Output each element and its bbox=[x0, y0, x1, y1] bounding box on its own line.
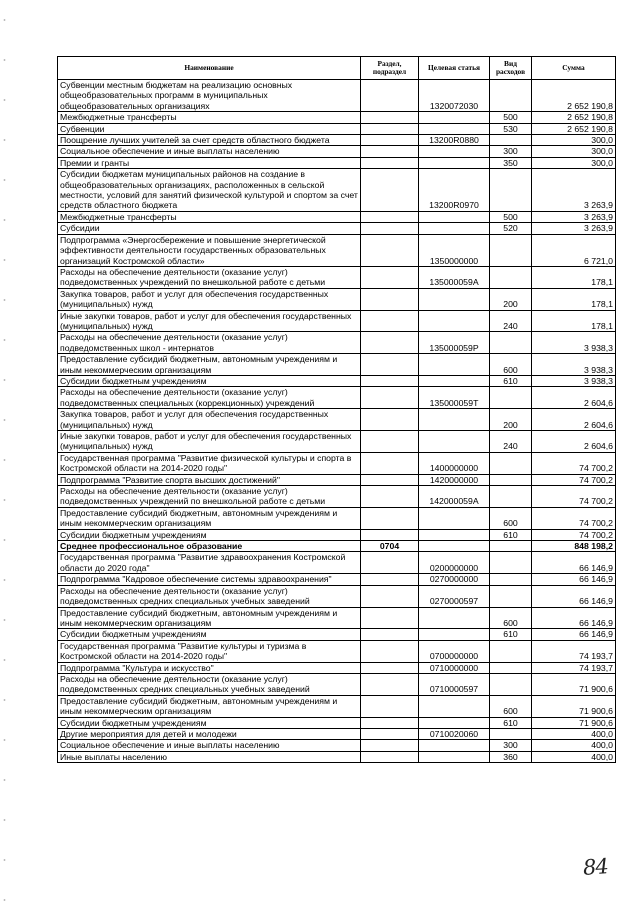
row-section-cell bbox=[361, 486, 419, 508]
row-sum-cell: 178,1 bbox=[532, 288, 616, 310]
row-kind-cell bbox=[490, 640, 532, 662]
row-section-cell bbox=[361, 112, 419, 123]
row-name-cell: Субвенции bbox=[58, 123, 361, 134]
row-article-cell bbox=[419, 541, 490, 552]
budget-table bbox=[57, 56, 616, 763]
row-name-cell: Иные закупки товаров, работ и услуг для обеспечения государственных (муниципальных) нужд bbox=[58, 431, 361, 453]
row-article-cell bbox=[419, 507, 490, 529]
row-sum-cell: 66 146,9 bbox=[532, 629, 616, 640]
row-sum-cell: 2 604,6 bbox=[532, 431, 616, 453]
table-row bbox=[58, 673, 616, 695]
row-kind-cell bbox=[490, 662, 532, 673]
row-sum-cell: 2 604,6 bbox=[532, 409, 616, 431]
row-section-cell bbox=[361, 409, 419, 431]
row-kind-cell: 300 bbox=[490, 740, 532, 751]
table-row bbox=[58, 607, 616, 629]
row-name-cell: Расходы на обеспечение деятельности (оказание услуг) подведомственных учреждений по внешкольной работе с детьми bbox=[58, 486, 361, 508]
row-article-cell: 0710000000 bbox=[419, 662, 490, 673]
row-sum-cell: 2 652 190,8 bbox=[532, 123, 616, 134]
row-sum-cell: 300,0 bbox=[532, 135, 616, 146]
row-kind-cell: 350 bbox=[490, 157, 532, 168]
binding-dots bbox=[3, 0, 6, 905]
row-sum-cell: 74 700,2 bbox=[532, 507, 616, 529]
row-section-cell bbox=[361, 629, 419, 640]
row-article-cell bbox=[419, 157, 490, 168]
row-section-cell bbox=[361, 157, 419, 168]
row-name-cell: Расходы на обеспечение деятельности (оказание услуг) подведомственных средних специальных учебных заведений bbox=[58, 585, 361, 607]
row-section-cell bbox=[361, 695, 419, 717]
table-row bbox=[58, 135, 616, 146]
row-section-cell bbox=[361, 223, 419, 234]
row-section-cell bbox=[361, 717, 419, 728]
row-kind-cell bbox=[490, 169, 532, 212]
row-name-cell: Предоставление субсидий бюджетным, автономным учреждениям и иным некоммерческим организациям bbox=[58, 507, 361, 529]
row-section-cell bbox=[361, 728, 419, 739]
row-article-cell bbox=[419, 431, 490, 453]
row-section-cell bbox=[361, 234, 419, 266]
row-kind-cell: 360 bbox=[490, 751, 532, 762]
row-sum-cell: 300,0 bbox=[532, 146, 616, 157]
row-section-cell bbox=[361, 375, 419, 386]
row-name-cell: Среднее профессиональное образование bbox=[58, 541, 361, 552]
row-section-cell bbox=[361, 135, 419, 146]
row-name-cell: Субсидии бюджетным учреждениям bbox=[58, 529, 361, 540]
row-article-cell bbox=[419, 310, 490, 332]
row-section-cell bbox=[361, 80, 419, 112]
row-kind-cell bbox=[490, 234, 532, 266]
row-article-cell: 135000059Т bbox=[419, 387, 490, 409]
table-row bbox=[58, 474, 616, 485]
row-section-cell bbox=[361, 266, 419, 288]
table-row bbox=[58, 552, 616, 574]
row-kind-cell: 520 bbox=[490, 223, 532, 234]
table-row bbox=[58, 629, 616, 640]
row-kind-cell bbox=[490, 387, 532, 409]
table-row bbox=[58, 662, 616, 673]
row-section-cell bbox=[361, 640, 419, 662]
header-sum: Сумма bbox=[532, 57, 616, 80]
table-row bbox=[58, 223, 616, 234]
row-article-cell: 1420000000 bbox=[419, 474, 490, 485]
row-article-cell bbox=[419, 288, 490, 310]
table-row bbox=[58, 728, 616, 739]
row-sum-cell: 74 193,7 bbox=[532, 640, 616, 662]
row-section-cell bbox=[361, 507, 419, 529]
row-article-cell: 0710020060 bbox=[419, 728, 490, 739]
row-sum-cell: 178,1 bbox=[532, 266, 616, 288]
row-kind-cell bbox=[490, 332, 532, 354]
row-name-cell: Субсидии бюджетным учреждениям bbox=[58, 629, 361, 640]
row-section-cell bbox=[361, 211, 419, 222]
row-sum-cell: 6 721,0 bbox=[532, 234, 616, 266]
row-sum-cell: 3 263,9 bbox=[532, 223, 616, 234]
row-section-cell bbox=[361, 585, 419, 607]
row-name-cell: Расходы на обеспечение деятельности (оказание услуг) подведомственных специальных (коррекционных) учреждений bbox=[58, 387, 361, 409]
row-kind-cell bbox=[490, 673, 532, 695]
row-sum-cell: 178,1 bbox=[532, 310, 616, 332]
table-row bbox=[58, 354, 616, 376]
row-name-cell: Другие мероприятия для детей и молодежи bbox=[58, 728, 361, 739]
row-section-cell bbox=[361, 474, 419, 485]
row-name-cell: Подпрограмма "Культура и искусство" bbox=[58, 662, 361, 673]
row-name-cell: Межбюджетные трансферты bbox=[58, 112, 361, 123]
row-kind-cell bbox=[490, 728, 532, 739]
row-sum-cell: 71 900,6 bbox=[532, 695, 616, 717]
header-article: Целевая статья bbox=[419, 57, 490, 80]
row-kind-cell: 500 bbox=[490, 211, 532, 222]
row-section-cell bbox=[361, 552, 419, 574]
row-name-cell: Государственная программа "Развитие физической культуры и спорта в Костромской области на 2014-2020 годы" bbox=[58, 452, 361, 474]
table-row bbox=[58, 529, 616, 540]
row-kind-cell bbox=[490, 585, 532, 607]
row-section-cell: 0704 bbox=[361, 541, 419, 552]
row-sum-cell: 74 700,2 bbox=[532, 452, 616, 474]
row-section-cell bbox=[361, 288, 419, 310]
row-article-cell bbox=[419, 409, 490, 431]
header-kind: Вид расходов bbox=[490, 57, 532, 80]
row-sum-cell: 74 193,7 bbox=[532, 662, 616, 673]
row-article-cell bbox=[419, 211, 490, 222]
row-article-cell bbox=[419, 695, 490, 717]
table-row bbox=[58, 574, 616, 585]
row-name-cell: Субсидии bbox=[58, 223, 361, 234]
row-section-cell bbox=[361, 169, 419, 212]
table-row bbox=[58, 751, 616, 762]
row-article-cell: 0270000597 bbox=[419, 585, 490, 607]
row-sum-cell: 400,0 bbox=[532, 728, 616, 739]
table-row bbox=[58, 507, 616, 529]
row-name-cell: Закупка товаров, работ и услуг для обеспечения государственных (муниципальных) нужд bbox=[58, 409, 361, 431]
row-article-cell: 135000059А bbox=[419, 266, 490, 288]
row-kind-cell: 600 bbox=[490, 507, 532, 529]
row-kind-cell bbox=[490, 552, 532, 574]
row-kind-cell: 200 bbox=[490, 409, 532, 431]
row-kind-cell bbox=[490, 541, 532, 552]
row-sum-cell: 74 700,2 bbox=[532, 474, 616, 485]
table-row bbox=[58, 740, 616, 751]
row-name-cell: Субсидии бюджетам муниципальных районов на создание в общеобразовательных организациях, расположенных в сельской местности, условий для занятий физической культурой и спортом за счет средств областного бюджета bbox=[58, 169, 361, 212]
table-row bbox=[58, 695, 616, 717]
row-sum-cell: 3 263,9 bbox=[532, 211, 616, 222]
row-sum-cell: 400,0 bbox=[532, 740, 616, 751]
row-kind-cell bbox=[490, 486, 532, 508]
table-row bbox=[58, 387, 616, 409]
table-row bbox=[58, 486, 616, 508]
row-article-cell bbox=[419, 223, 490, 234]
row-sum-cell: 71 900,6 bbox=[532, 717, 616, 728]
row-sum-cell: 66 146,9 bbox=[532, 574, 616, 585]
row-name-cell: Подпрограмма "Развитие спорта высших достижений" bbox=[58, 474, 361, 485]
row-article-cell bbox=[419, 146, 490, 157]
row-article-cell: 0200000000 bbox=[419, 552, 490, 574]
row-sum-cell: 71 900,6 bbox=[532, 673, 616, 695]
row-kind-cell: 600 bbox=[490, 695, 532, 717]
row-kind-cell: 500 bbox=[490, 112, 532, 123]
table-body bbox=[58, 80, 616, 763]
row-name-cell: Предоставление субсидий бюджетным, автономным учреждениям и иным некоммерческим организациям bbox=[58, 607, 361, 629]
row-kind-cell: 530 bbox=[490, 123, 532, 134]
row-kind-cell: 610 bbox=[490, 629, 532, 640]
row-name-cell: Межбюджетные трансферты bbox=[58, 211, 361, 222]
row-article-cell bbox=[419, 740, 490, 751]
row-article-cell: 13200R0970 bbox=[419, 169, 490, 212]
table-row bbox=[58, 409, 616, 431]
row-article-cell: 0700000000 bbox=[419, 640, 490, 662]
row-section-cell bbox=[361, 452, 419, 474]
row-article-cell bbox=[419, 629, 490, 640]
row-kind-cell bbox=[490, 80, 532, 112]
row-section-cell bbox=[361, 673, 419, 695]
row-article-cell bbox=[419, 529, 490, 540]
table-row bbox=[58, 169, 616, 212]
table-row bbox=[58, 112, 616, 123]
table-row bbox=[58, 541, 616, 552]
row-article-cell bbox=[419, 375, 490, 386]
row-kind-cell: 240 bbox=[490, 310, 532, 332]
table-row bbox=[58, 288, 616, 310]
row-kind-cell: 610 bbox=[490, 529, 532, 540]
table-row bbox=[58, 375, 616, 386]
row-article-cell bbox=[419, 354, 490, 376]
row-section-cell bbox=[361, 146, 419, 157]
row-article-cell: 1350000000 bbox=[419, 234, 490, 266]
row-name-cell: Поощрение лучших учителей за счет средств областного бюджета bbox=[58, 135, 361, 146]
row-name-cell: Социальное обеспечение и иные выплаты населению bbox=[58, 740, 361, 751]
row-sum-cell: 66 146,9 bbox=[532, 552, 616, 574]
row-sum-cell: 74 700,2 bbox=[532, 486, 616, 508]
row-name-cell: Государственная программа "Развитие культуры и туризма в Костромской области на 2014-2020 годы" bbox=[58, 640, 361, 662]
row-section-cell bbox=[361, 310, 419, 332]
row-article-cell bbox=[419, 607, 490, 629]
table-header-row bbox=[58, 57, 616, 80]
row-name-cell: Подпрограмма «Энергосбережение и повышение энергетической эффективности деятельности государственных образовательных организаций Костромской области» bbox=[58, 234, 361, 266]
header-section: Раздел, подраздел bbox=[361, 57, 419, 80]
row-article-cell: 13200R0880 bbox=[419, 135, 490, 146]
row-sum-cell: 848 198,2 bbox=[532, 541, 616, 552]
row-section-cell bbox=[361, 123, 419, 134]
row-kind-cell: 300 bbox=[490, 146, 532, 157]
row-sum-cell: 400,0 bbox=[532, 751, 616, 762]
row-name-cell: Субсидии бюджетным учреждениям bbox=[58, 375, 361, 386]
row-section-cell bbox=[361, 431, 419, 453]
row-name-cell: Расходы на обеспечение деятельности (оказание услуг) подведомственных школ - интернатов bbox=[58, 332, 361, 354]
row-sum-cell: 2 652 190,8 bbox=[532, 80, 616, 112]
row-article-cell: 1320072030 bbox=[419, 80, 490, 112]
row-kind-cell: 240 bbox=[490, 431, 532, 453]
row-section-cell bbox=[361, 332, 419, 354]
row-article-cell bbox=[419, 717, 490, 728]
table-row bbox=[58, 80, 616, 112]
row-name-cell: Социальное обеспечение и иные выплаты населению bbox=[58, 146, 361, 157]
row-article-cell: 142000059А bbox=[419, 486, 490, 508]
table-row bbox=[58, 234, 616, 266]
table-row bbox=[58, 146, 616, 157]
row-name-cell: Расходы на обеспечение деятельности (оказание услуг) подведомственных учреждений по внешкольной работе с детьми bbox=[58, 266, 361, 288]
row-kind-cell: 200 bbox=[490, 288, 532, 310]
table-row bbox=[58, 266, 616, 288]
row-section-cell bbox=[361, 387, 419, 409]
row-kind-cell bbox=[490, 135, 532, 146]
row-name-cell: Иные выплаты населению bbox=[58, 751, 361, 762]
table-row bbox=[58, 123, 616, 134]
row-kind-cell: 600 bbox=[490, 354, 532, 376]
row-kind-cell: 610 bbox=[490, 375, 532, 386]
row-name-cell: Подпрограмма "Кадровое обеспечение системы здравоохранения" bbox=[58, 574, 361, 585]
row-article-cell: 135000059Р bbox=[419, 332, 490, 354]
row-kind-cell: 610 bbox=[490, 717, 532, 728]
row-sum-cell: 74 700,2 bbox=[532, 529, 616, 540]
row-section-cell bbox=[361, 751, 419, 762]
table-row bbox=[58, 310, 616, 332]
row-sum-cell: 3 938,3 bbox=[532, 375, 616, 386]
row-kind-cell bbox=[490, 474, 532, 485]
row-kind-cell: 600 bbox=[490, 607, 532, 629]
row-article-cell: 0710000597 bbox=[419, 673, 490, 695]
table-row bbox=[58, 452, 616, 474]
row-article-cell: 0270000000 bbox=[419, 574, 490, 585]
row-sum-cell: 3 938,3 bbox=[532, 332, 616, 354]
row-name-cell: Иные закупки товаров, работ и услуг для обеспечения государственных (муниципальных) нужд bbox=[58, 310, 361, 332]
table-row bbox=[58, 640, 616, 662]
row-section-cell bbox=[361, 354, 419, 376]
row-article-cell: 1400000000 bbox=[419, 452, 490, 474]
table-row bbox=[58, 585, 616, 607]
row-sum-cell: 66 146,9 bbox=[532, 585, 616, 607]
row-section-cell bbox=[361, 574, 419, 585]
row-name-cell: Субвенции местным бюджетам на реализацию основных общеобразовательных программ в муниципальных общеобразовательных организациях bbox=[58, 80, 361, 112]
row-section-cell bbox=[361, 529, 419, 540]
row-article-cell bbox=[419, 112, 490, 123]
row-name-cell: Субсидии бюджетным учреждениям bbox=[58, 717, 361, 728]
row-kind-cell bbox=[490, 574, 532, 585]
row-section-cell bbox=[361, 740, 419, 751]
table-row bbox=[58, 332, 616, 354]
row-sum-cell: 3 263,9 bbox=[532, 169, 616, 212]
row-sum-cell: 300,0 bbox=[532, 157, 616, 168]
row-name-cell: Расходы на обеспечение деятельности (оказание услуг) подведомственных средних специальных учебных заведений bbox=[58, 673, 361, 695]
row-sum-cell: 2 652 190,8 bbox=[532, 112, 616, 123]
row-sum-cell: 2 604,6 bbox=[532, 387, 616, 409]
row-article-cell bbox=[419, 123, 490, 134]
row-sum-cell: 3 938,3 bbox=[532, 354, 616, 376]
row-section-cell bbox=[361, 607, 419, 629]
row-kind-cell bbox=[490, 266, 532, 288]
row-name-cell: Закупка товаров, работ и услуг для обеспечения государственных (муниципальных) нужд bbox=[58, 288, 361, 310]
table-row bbox=[58, 157, 616, 168]
row-name-cell: Премии и гранты bbox=[58, 157, 361, 168]
row-section-cell bbox=[361, 662, 419, 673]
row-name-cell: Предоставление субсидий бюджетным, автономным учреждениям и иным некоммерческим организациям bbox=[58, 695, 361, 717]
row-name-cell: Предоставление субсидий бюджетным, автономным учреждениям и иным некоммерческим организациям bbox=[58, 354, 361, 376]
table-row bbox=[58, 211, 616, 222]
table-row bbox=[58, 717, 616, 728]
row-sum-cell: 66 146,9 bbox=[532, 607, 616, 629]
page-number: 84 bbox=[582, 854, 609, 880]
table-row bbox=[58, 431, 616, 453]
row-article-cell bbox=[419, 751, 490, 762]
row-name-cell: Государственная программа "Развитие здравоохранения Костромской области до 2020 года" bbox=[58, 552, 361, 574]
header-name: Наименование bbox=[58, 57, 361, 80]
row-kind-cell bbox=[490, 452, 532, 474]
